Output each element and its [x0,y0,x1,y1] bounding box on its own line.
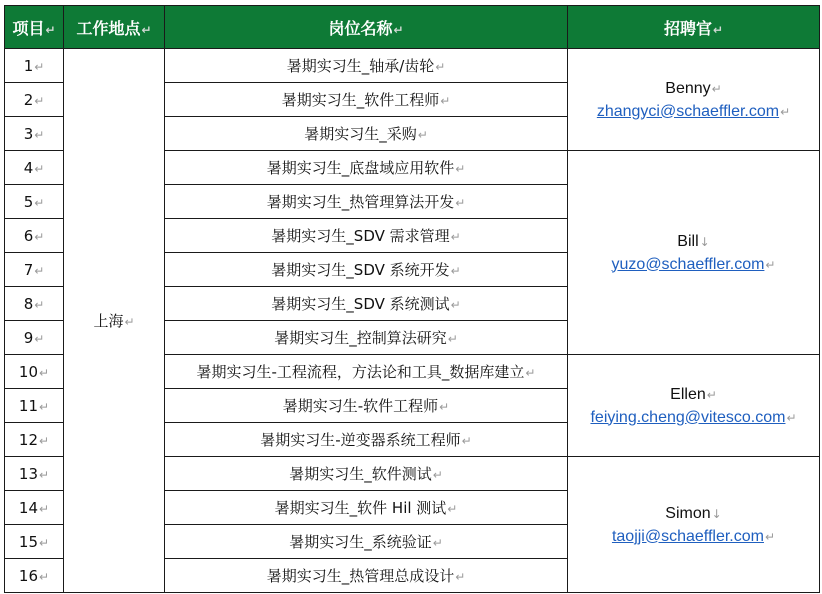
position-title: 暑期实习生_软件测试↵ [165,457,568,491]
position-title: 暑期实习生_SDV 系统开发↵ [165,253,568,287]
position-title: 暑期实习生_底盘域应用软件↵ [165,151,568,185]
recruiter-name: Ellen [670,385,706,403]
row-number: 11↵ [5,389,64,423]
row-number: 3↵ [5,117,64,151]
row-number: 7↵ [5,253,64,287]
header-position: 岗位名称↵ [165,6,568,49]
recruiter-cell-benny: Benny↵ zhangyci@schaeffler.com↵ [568,49,820,151]
row-number: 13↵ [5,457,64,491]
position-title: 暑期实习生_软件 Hil 测试↵ [165,491,568,525]
row-number: 9↵ [5,321,64,355]
row-number: 15↵ [5,525,64,559]
position-title: 暑期实习生-逆变器系统工程师↵ [165,423,568,457]
position-title: 暑期实习生_软件工程师↵ [165,83,568,117]
position-title: 暑期实习生_SDV 需求管理↵ [165,219,568,253]
recruiter-email-link[interactable]: taojji@schaeffler.com [611,527,764,545]
header-item: 项目↵ [5,6,64,49]
recruiter-cell-simon: Simon↓ taojji@schaeffler.com↵ [568,457,820,593]
row-number: 5↵ [5,185,64,219]
recruiter-email-link[interactable]: feiying.cheng@vitesco.com [590,408,786,426]
row-number: 12↵ [5,423,64,457]
header-location: 工作地点↵ [64,6,165,49]
recruiter-name: Benny [665,79,711,97]
recruiter-email-link[interactable]: zhangyci@schaeffler.com [596,102,780,120]
position-title: 暑期实习生_热管理算法开发↵ [165,185,568,219]
position-title: 暑期实习生_SDV 系统测试↵ [165,287,568,321]
recruiter-cell-bill: Bill↓ yuzo@schaeffler.com↵ [568,151,820,355]
position-title: 暑期实习生_系统验证↵ [165,525,568,559]
table-row [5,49,820,83]
recruiter-name: Simon [665,504,711,522]
position-title: 暑期实习生_轴承/齿轮↵ [165,49,568,83]
position-title: 暑期实习生-软件工程师↵ [165,389,568,423]
position-title: 暑期实习生-工程流程，方法论和工具_数据库建立↵ [165,355,568,389]
recruiter-cell-ellen: Ellen↵ feiying.cheng@vitesco.com↵ [568,355,820,457]
row-number: 6↵ [5,219,64,253]
row-number: 2↵ [5,83,64,117]
position-title: 暑期实习生_控制算法研究↵ [165,321,568,355]
position-title: 暑期实习生_采购↵ [165,117,568,151]
header-recruiter: 招聘官↵ [568,6,820,49]
row-number: 4↵ [5,151,64,185]
row-number: 14↵ [5,491,64,525]
row-number: 1↵ [5,49,64,83]
header-row [5,6,820,49]
recruiter-name: Bill [677,232,699,250]
recruitment-table [4,5,820,593]
position-title: 暑期实习生_热管理总成设计↵ [165,559,568,593]
recruiter-email-link[interactable]: yuzo@schaeffler.com [611,255,765,273]
row-number: 8↵ [5,287,64,321]
location-cell: 上海↵ [64,49,165,593]
row-number: 10↵ [5,355,64,389]
row-number: 16↵ [5,559,64,593]
